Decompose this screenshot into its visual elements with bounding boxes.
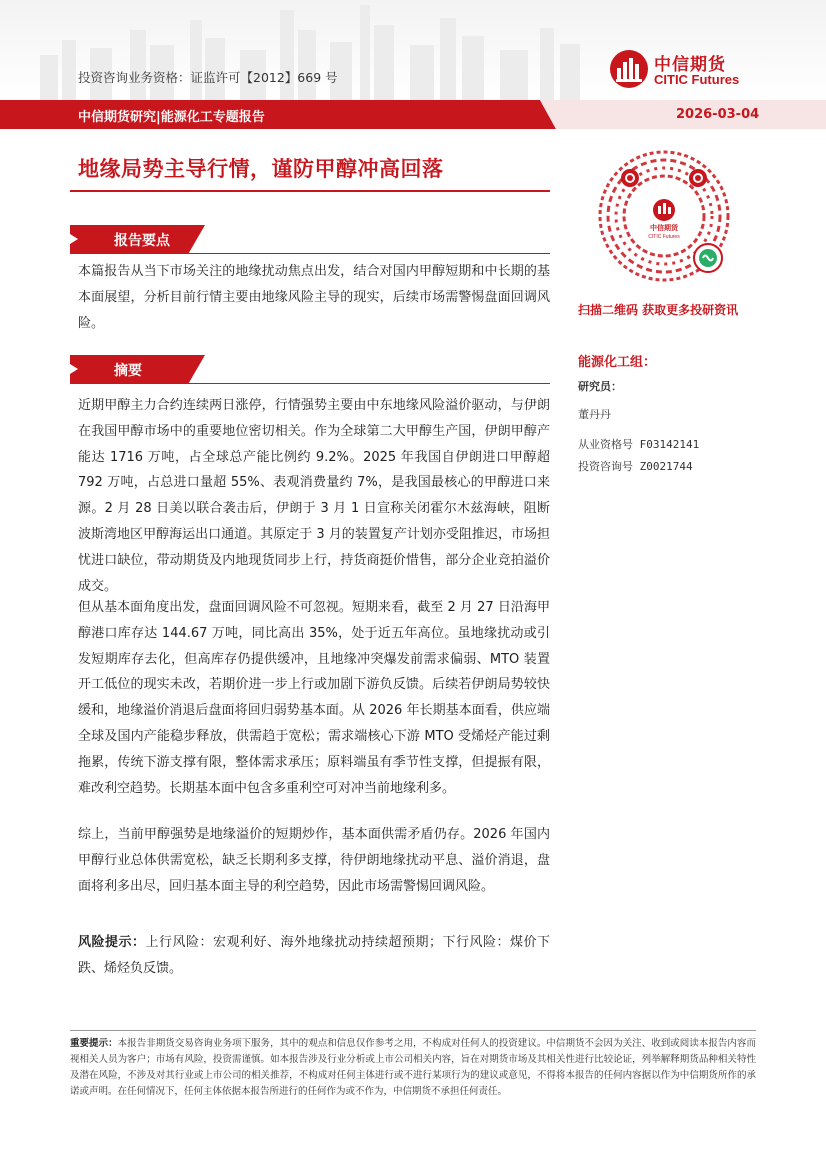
disclaimer-divider [70, 1030, 756, 1031]
qr-code[interactable] [584, 146, 744, 292]
analyst-advisory-id: 投资咨询号 Z0021744 [578, 460, 693, 473]
citic-logo-icon [608, 48, 650, 90]
section-summary-header [70, 355, 550, 383]
report-date: 2026-03-04 [676, 107, 760, 122]
title-divider [70, 190, 550, 192]
summary-paragraph-3: 综上，当前甲醇强势是地缘溢价的短期炒作，基本面供需矛盾仍存。2026 年国内甲醇行业总体供需宽松，缺乏长期利多支撑，待伊朗地缘扰动平息、溢价消退，盘面将利多出尽，回归基本面主导的利空趋势，因此市场需警惕回调风险。 [78, 827, 550, 894]
summary-paragraph-1: 近期甲醇主力合约连续两日涨停，行情强势主要由中东地缘风险溢价驱动，与伊朗在我国甲醇市场中的重要地位密切相关。作为全球第二大甲醇生产国，伊朗甲醇产能达 1716 万吨，占全球总产能比例约 9.2%。2025 年我国自伊朗进口甲醇超 792 万吨，占总进口量超 55%、表观消费量约 7%，是我国最核心的甲醇进口来源。2 月 28 日美以联合袭击后，伊朗于 3 月 1 日宣称关闭霍尔木兹海峡，阻断波斯湾地区甲醇海运出口通道。其原定于 3 月的装置复产计划亦受阻推迟，市场担忧进口缺位，带动期货及内地现货同步上行，持货商挺价惜售，部分企业竞拍溢价成交。 [78, 398, 550, 594]
qr-center-cn: 中信期货 [650, 224, 678, 232]
section-summary-label: 摘要 [114, 363, 142, 379]
section-marker-icon [70, 234, 78, 244]
researcher-role: 研究员： [578, 380, 622, 393]
analyst-name: 董丹丹 [578, 408, 611, 421]
risk-warning [78, 930, 550, 982]
qr-center-en: CITIC Futures [648, 234, 680, 240]
summary-paragraph-2: 但从基本面角度出发，盘面回调风险不可忽视。短期来看，截至 2 月 27 日沿海甲醇港口库存达 144.67 万吨，同比高出 35%，处于近五年高位。虽地缘扰动或引发短期库存去化，但高库存仍提供缓冲，且地缘冲突爆发前需求偏弱、MTO 装置开工低位的现实未改，若期价进一步上行或加剧下游负反馈。后续若伊朗局势较快缓和，地缘溢价消退后盘面将回归弱势基本面。从 2026 年长期基本面看，供应端全球及国内产能稳步释放，供需趋于宽松；需求端核心下游 MTO 受烯烃产能过剩拖累，传统下游支撑有限，整体需求承压；原料端虽有季节性支撑，但提振有限，难改利空趋势。长期基本面中包含多重利空可对冲当前地缘利多。 [78, 600, 550, 796]
disclaimer [70, 1036, 756, 1100]
page-title: 地缘局势主导行情，谨防甲醇冲高回落 [78, 157, 444, 181]
highlights-text: 本篇报告从当下市场关注的地缘扰动焦点出发，结合对国内甲醇短期和中长期的基本面展望，分析目前行情主要由地缘风险主导的现实，后续市场需警惕盘面回调风险。 [78, 264, 550, 331]
license-text: 投资咨询业务资格：证监许可【2012】669 号 [78, 70, 338, 85]
disclaimer-text: 本报告非期货交易咨询业务项下服务，其中的观点和信息仅作参考之用，不构成对任何人的投资建议。中信期货不会因为关注、收到或阅读本报告内容而视相关人员为客户；市场有风险，投资需谨慎。如本报告涉及行业分析或上市公司相关内容，旨在对期货市场及其相关性进行比较论证，列举解释期货品种相关特性及潜在风险，不涉及对其行业或上市公司的相关推荐，不构成对任何主体进行或不进行某项行为的建议或意见，不得将本报告的任何内容据以作为中信期货所作的承诺或声明。在任何情况下，任何主体依据本报告所进行的任何作为或不作为，中信期货不承担任何责任。 [70, 1038, 756, 1097]
section-highlights-header [70, 225, 550, 253]
qr-caption: 扫描二维码 获取更多投研资讯 [578, 303, 739, 317]
logo-text-cn: 中信期货 [654, 55, 726, 75]
research-group: 能源化工组： [578, 355, 657, 370]
report-category: 中信期货研究|能源化工专题报告 [78, 110, 265, 125]
mini-program-icon [694, 244, 722, 272]
disclaimer-label: 重要提示： [70, 1038, 118, 1049]
section-marker-icon [70, 364, 78, 374]
risk-label: 风险提示： [78, 935, 146, 950]
logo-text-en: CITIC Futures [654, 72, 740, 87]
citic-futures-logo [608, 48, 758, 94]
risk-text: 上行风险：宏观利好、海外地缘扰动持续超预期；下行风险：煤价下跌、烯烃负反馈。 [78, 935, 550, 976]
analyst-qualification: 从业资格号 F03142141 [578, 438, 700, 451]
section-highlights-label: 报告要点 [114, 233, 170, 249]
